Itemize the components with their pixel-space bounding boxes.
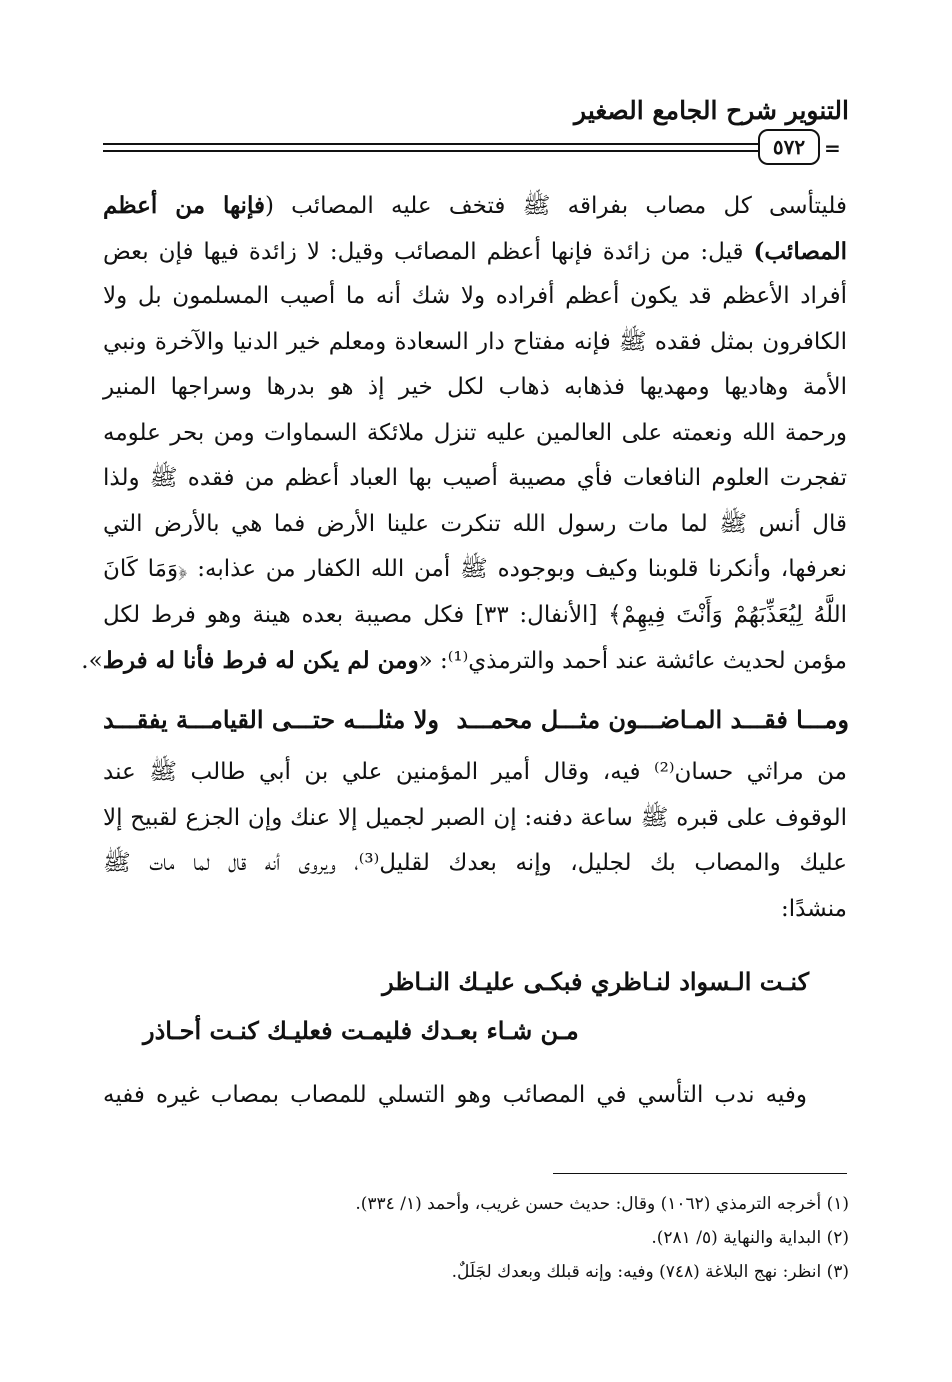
text-line: الوقوف على قبره ﷺ ساعة دفنه: إن الصبر لجميل إلا عنك وإن الجزع لقبيح إلا bbox=[103, 804, 847, 831]
verse-1-second-hemistich: ولا مثلـــه حتـــى القيامـــة يفقـــد bbox=[103, 705, 440, 734]
footnote-3: (٣) انظر: نهج البلاغة (٧٤٨) وفيه: وإنه قبلك وبعدك لجَلَلٌ. bbox=[451, 1262, 849, 1282]
text-line: فليتأسى كل مصاب بفراقه ﷺ فتخف عليه المصائب (فإنها من أعظم bbox=[103, 192, 847, 219]
text-line: قال أنس ﷺ لما مات رسول الله تنكرت علينا الأرض فما هي بالأرض التي bbox=[103, 510, 847, 537]
text-line: نعرفها، وأنكرنا قلوبنا وكيف وبوجوده ﷺ أمن الله الكفار من عذابه: ﴿وَمَا كَانَ bbox=[103, 556, 847, 582]
footnote-2: (٢) البداية والنهاية (٥/ ٢٨١). bbox=[651, 1228, 849, 1248]
text-line: من مراثي حسان⁽²⁾ فيه، وقال أمير المؤمنين علي بن أبي طالب ﷺ عند bbox=[103, 759, 847, 785]
verse-1-first-hemistich: ومـــا فقـــد المـاضـــون مثـــل محمـــد bbox=[456, 705, 849, 734]
closing-paragraph bbox=[103, 1073, 847, 1119]
text-line: اللَّهُ لِيُعَذِّبَهُمْ وَأَنْتَ فِيهِمْ﴾ [الأنفال: ٣٣] فكل مصيبة بعده هينة وهو فرط لكل bbox=[103, 601, 847, 628]
text-line: الكافرون بمثل فقده ﷺ فإنه مفتاح دار السعادة ومعلم خير الدنيا والآخرة ونبي bbox=[103, 328, 847, 355]
page-number-dash: = bbox=[824, 136, 841, 160]
page-number-badge: ٥٧٢ bbox=[758, 129, 820, 165]
main-paragraph bbox=[81, 183, 847, 684]
text-line: مؤمن لحديث عائشة عند أحمد والترمذي⁽¹⁾: «ومن لم يكن له فرط فأنا له فرط». bbox=[81, 647, 847, 674]
footnote-divider bbox=[553, 1173, 847, 1174]
verse-2-first-hemistich: كنـت الـسواد لنـاظري فبكـى عليـك النـاظر bbox=[382, 967, 809, 996]
text-line: وفيه ندب التأسي في المصائب وهو التسلي للمصاب بمصاب غيره ففيه bbox=[103, 1082, 807, 1108]
text-line: تفجرت العلوم النافعات فأي مصيبة أصيب بها العباد أعظم من فقده ﷺ ولذا bbox=[103, 465, 847, 491]
footnote-1: (١) أخرجه الترمذي (١٠٦٢) وقال: حديث حسن غريب، وأحمد (١/ ٣٣٤). bbox=[355, 1194, 849, 1214]
verse-2-second-hemistich: مـن شـاء بعـدك فليمـت فعليـك كنـت أحـاذر bbox=[143, 1016, 579, 1045]
page-title: التنوير شرح الجامع الصغير bbox=[574, 96, 849, 125]
second-paragraph bbox=[103, 750, 847, 932]
footnotes bbox=[105, 1187, 849, 1289]
text-line: منشدًا: bbox=[781, 895, 847, 922]
text-line: الأمة وهاديها ومهديها فذهابه ذهاب لكل خير إذ هو بدرها وسراجها المنير bbox=[103, 374, 847, 400]
text-line: المصائب) قيل: من زائدة فإنها أعظم المصائب وقيل: لا زائدة فيها فإن بعض bbox=[103, 237, 847, 265]
header-divider bbox=[103, 143, 759, 152]
text-line: عليك والمصاب بك لجليل، وإنه بعدك لقليل⁽³⁾، ويروى أنه قال لما مات ﷺ bbox=[103, 850, 847, 876]
text-line: ورحمة الله ونعمته على العالمين عليه تنزل ملائكة السماوات ومن بحر علومه bbox=[103, 419, 847, 446]
text-line: أفراد الأعظم قد يكون أعظم أفراده ولا شك أنه ما أصيب المسلمون بل ولا bbox=[103, 283, 847, 309]
